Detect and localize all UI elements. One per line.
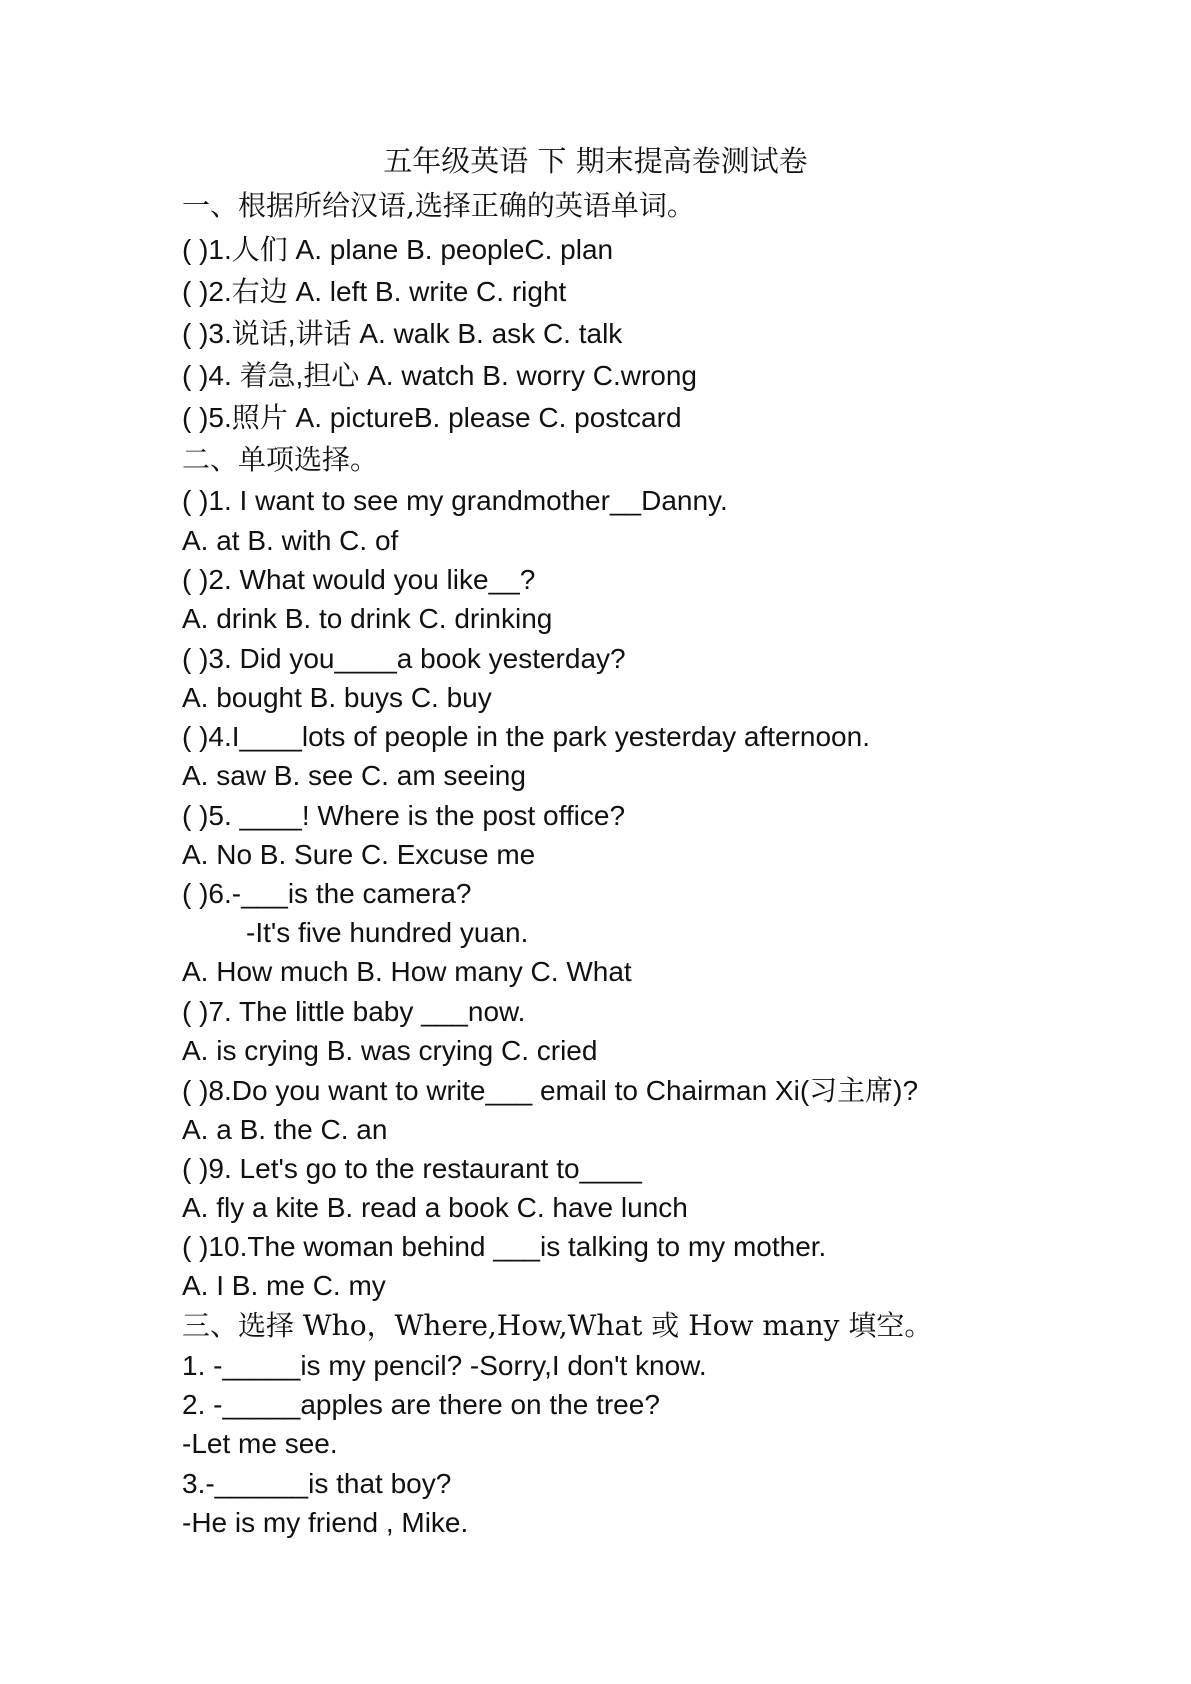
dialogue-reply: -He is my friend , Mike.	[182, 1507, 469, 1538]
question-line: ( )8.Do you want to write___ email to Chairman Xi(习主席)?	[182, 1075, 919, 1106]
question-line: ( )4. 着急,担心 A. watch B. worry C.wrong	[182, 360, 697, 391]
options-line: A. fly a kite B. read a book C. have lunch	[182, 1192, 688, 1223]
options-line: A. a B. the C. an	[182, 1114, 388, 1145]
options-line: A. I B. me C. my	[182, 1270, 386, 1301]
fill-in-line: 1. -_____is my pencil? -Sorry,I don't know.	[182, 1350, 707, 1381]
options-line: A. saw B. see C. am seeing	[182, 760, 526, 791]
options-line: A. drink B. to drink C. drinking	[182, 603, 553, 634]
question-line: ( )10.The woman behind ___is talking to my mother.	[182, 1231, 827, 1262]
question-line: ( )6.-___is the camera?	[182, 878, 472, 909]
question-line: ( )1.人们 A. plane B. peopleC. plan	[182, 234, 614, 265]
options-line: A. at B. with C. of	[182, 525, 399, 556]
dialogue-reply: -It's five hundred yuan.	[246, 917, 529, 948]
question-line: ( )7. The little baby ___now.	[182, 996, 526, 1027]
question-line: ( )2.右边 A. left B. write C. right	[182, 276, 567, 307]
question-line: ( )3.说话,讲话 A. walk B. ask C. talk	[182, 318, 623, 349]
dialogue-reply: -Let me see.	[182, 1428, 338, 1459]
fill-in-line: 3.-______is that boy?	[182, 1468, 452, 1499]
question-line: ( )3. Did you____a book yesterday?	[182, 643, 626, 674]
section-heading: 一、根据所给汉语,选择正确的英语单词。	[182, 189, 695, 222]
options-line: A. No B. Sure C. Excuse me	[182, 839, 536, 870]
question-line: ( )9. Let's go to the restaurant to____	[182, 1153, 642, 1184]
question-line: ( )4.I____lots of people in the park yesterday afternoon.	[182, 721, 870, 752]
question-line: ( )2. What would you like__?	[182, 564, 536, 595]
options-line: A. How much B. How many C. What	[182, 956, 632, 987]
fill-in-line: 2. -_____apples are there on the tree?	[182, 1389, 660, 1420]
question-line: ( )5.照片 A. pictureB. please C. postcard	[182, 402, 682, 433]
options-line: A. is crying B. was crying C. cried	[182, 1035, 598, 1066]
options-line: A. bought B. buys C. buy	[182, 682, 492, 713]
section-heading: 三、选择 Who，Where,How,What 或 How many 填空。	[182, 1309, 933, 1342]
question-line: ( )5. ____! Where is the post office?	[182, 800, 626, 831]
section-heading: 二、单项选择。	[182, 443, 379, 476]
question-line: ( )1. I want to see my grandmother__Danny.	[182, 485, 728, 516]
page-title: 五年级英语 下 期末提高卷测试卷	[383, 144, 808, 178]
